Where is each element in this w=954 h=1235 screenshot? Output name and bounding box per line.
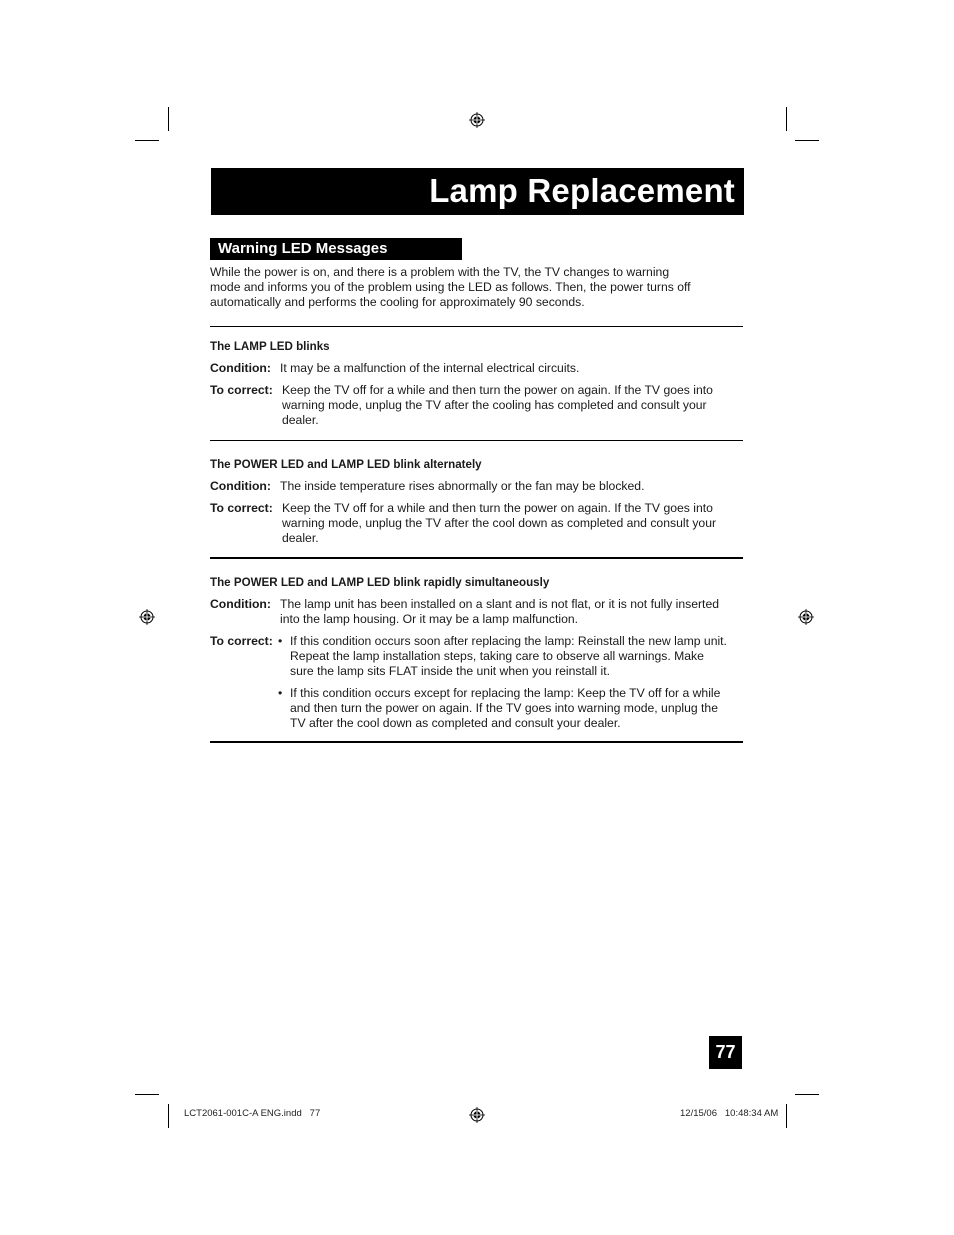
intro-line: automatically and performs the cooling for approximately 90 seconds. bbox=[210, 295, 585, 310]
page-title: Lamp Replacement bbox=[429, 172, 735, 209]
divider bbox=[210, 741, 743, 743]
divider bbox=[210, 557, 743, 559]
correct-line: warning mode, unplug the TV after the cooling has completed and consult your bbox=[282, 398, 707, 413]
crop-mark-bottom-right-horizontal bbox=[795, 1094, 819, 1095]
to-correct-row bbox=[210, 383, 745, 429]
bullet-item bbox=[278, 686, 748, 732]
bullet-line: sure the lamp sits FLAT inside the unit when you reinstall it. bbox=[290, 664, 610, 679]
page-number: 77 bbox=[709, 1036, 742, 1069]
to-correct-row bbox=[210, 501, 745, 547]
bullet-line: and then turn the power on again. If the TV goes into warning mode, unplug the bbox=[290, 701, 718, 716]
block-title-power-lamp-simultaneous: The POWER LED and LAMP LED blink rapidly simultaneously bbox=[210, 576, 550, 589]
page-title-bar bbox=[211, 168, 744, 215]
registration-target-icon bbox=[469, 112, 485, 128]
intro-line: While the power is on, and there is a problem with the TV, the TV changes to warning bbox=[210, 265, 670, 279]
print-slug-timestamp: 12/15/06 10:48:34 AM bbox=[680, 1108, 779, 1119]
bullet-line: Repeat the lamp installation steps, taking care to observe all warnings. Make bbox=[290, 649, 704, 664]
correct-line: warning mode, unplug the TV after the cool down as completed and consult your bbox=[282, 516, 717, 531]
to-correct-label: To correct: bbox=[210, 383, 273, 397]
crop-mark-top-right-horizontal bbox=[795, 140, 819, 141]
condition-row bbox=[210, 479, 745, 494]
bullet-item bbox=[278, 634, 748, 680]
crop-mark-bottom-right-vertical bbox=[786, 1104, 787, 1128]
crop-mark-bottom-left-vertical bbox=[168, 1104, 169, 1128]
crop-mark-bottom-left-horizontal bbox=[135, 1094, 159, 1095]
bullet-line: TV after the cool down as completed and consult your dealer. bbox=[290, 716, 621, 731]
block-title-power-lamp-alternate: The POWER LED and LAMP LED blink alternately bbox=[210, 458, 482, 471]
to-correct-label: To correct: bbox=[210, 501, 273, 515]
divider bbox=[210, 440, 743, 441]
crop-mark-top-left-horizontal bbox=[135, 140, 159, 141]
bullet-line: If this condition occurs except for replacing the lamp: Keep the TV off for a while bbox=[290, 686, 721, 700]
correct-line: dealer. bbox=[282, 413, 319, 428]
bullet-line: If this condition occurs soon after replacing the lamp: Reinstall the new lamp unit. bbox=[290, 634, 727, 648]
condition-label: Condition: bbox=[210, 361, 271, 375]
condition-row bbox=[210, 597, 745, 627]
condition-label: Condition: bbox=[210, 479, 271, 493]
section-heading-bar bbox=[210, 238, 462, 260]
correct-line: Keep the TV off for a while and then turn the power on again. If the TV goes into bbox=[282, 383, 713, 397]
intro-line: mode and informs you of the problem using the LED as follows. Then, the power turns off bbox=[210, 280, 691, 295]
section-heading: Warning LED Messages bbox=[218, 240, 388, 257]
divider bbox=[210, 326, 743, 327]
bullet-icon: • bbox=[278, 686, 283, 700]
condition-text: The inside temperature rises abnormally or the fan may be blocked. bbox=[280, 479, 645, 493]
correct-line: Keep the TV off for a while and then turn the power on again. If the TV goes into bbox=[282, 501, 713, 515]
print-slug-file: LCT2061-001C-A ENG.indd 77 bbox=[184, 1108, 321, 1119]
condition-text: It may be a malfunction of the internal electrical circuits. bbox=[280, 361, 580, 375]
to-correct-label: To correct: bbox=[210, 634, 273, 648]
correct-line: dealer. bbox=[282, 531, 319, 546]
registration-target-icon bbox=[798, 609, 814, 625]
crop-mark-top-left-vertical bbox=[168, 107, 169, 131]
block-title-lamp-led-blinks: The LAMP LED blinks bbox=[210, 340, 330, 353]
bullet-icon: • bbox=[278, 634, 283, 648]
condition-line: into the lamp housing. Or it may be a lamp malfunction. bbox=[280, 612, 579, 627]
crop-mark-top-right-vertical bbox=[786, 107, 787, 131]
intro-paragraph bbox=[210, 265, 730, 311]
condition-line: The lamp unit has been installed on a slant and is not flat, or it is not fully inserted bbox=[280, 597, 719, 611]
registration-target-icon bbox=[139, 609, 155, 625]
condition-row bbox=[210, 361, 745, 376]
condition-label: Condition: bbox=[210, 597, 271, 611]
registration-target-icon bbox=[469, 1107, 485, 1123]
